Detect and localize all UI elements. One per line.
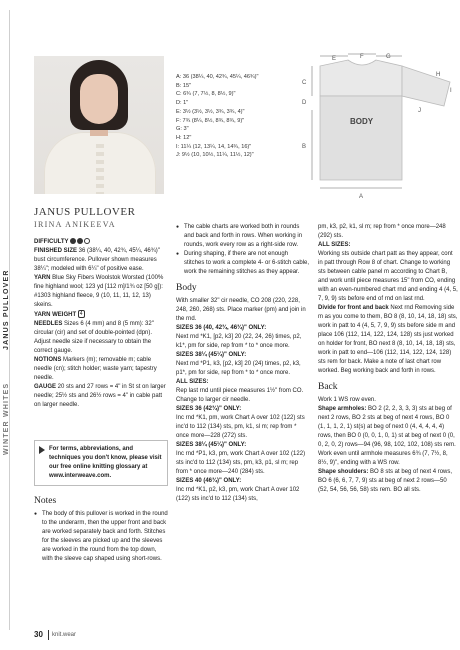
difficulty-dot-icon — [77, 238, 83, 244]
yarn-weight-badge: 4 — [79, 311, 83, 317]
back-heading: Back — [318, 382, 338, 392]
schematic-label: G — [386, 54, 391, 60]
page-number: 30 — [34, 630, 43, 639]
column-2: ● The cable charts are worked both in rounds and back and forth in rows. When working in rounds, work every row as a right-side row. ● During shaping, if there are not enough stitches to work a complete 4- or 6-stitch cable, work the remaining stitches as they appear. Body With smaller 32" cir needle, CO 208 (220, 228, 248, 260, 268) sts. Place marker (pm) and join in the rnd. SIZES 36 (40, 42¾, 46¾)" ONLY: Next rnd *K1, [p2, k3] 20 (22, 24, 26) times, p2, k1*, pm for side, rep from * to * once more. SIZES 38¼ (45¼)" ONLY: Next rnd *P1, k3, [p2, k3] 20 (24) times, p2, k3, p1*, pm for side, rep from * to * once more. ALL SIZES: Rep last rnd until piece measures 1½" from CO. Change to larger cir needle. SIZES 36 (42¾)" ONLY: Inc rnd *K1, pm, work Chart A over 102 (122) sts inc'd to 112 (134) sts, pm, k1, sl m; rep from * once more—228 (272) sts. SIZES 38¼ (45¼)" ONLY: Inc rnd *P1, k3, pm, work Chart A over 102 (122) sts inc'd to 112 (134) sts, pm, k3, p1, sl m; rep from * once more—240 (284) sts. SIZES 40 (46¾)" ONLY: Inc rnd *K1, p2, k3, pm, work Chart A over 102 (122) sts inc'd to 112 (134) sts, — [176, 223, 310, 504]
needles-info: NEEDLES Sizes 6 (4 mm) and 8 (5 mm): 32" circular (cir) and set of double-pointed (dpn). Adjust needle size if necessary to obtain the correct gauge. — [34, 321, 154, 354]
size-item: F: 7¾ (8¼, 8½, 8¾, 8¾, 9)" — [176, 117, 245, 124]
footer-divider — [48, 630, 49, 640]
armhole-instructions: Shape armholes: BO 2 (2, 2, 3, 3, 3) sts at beg of next 2 rows, BO 2 sts at beg of next 4 rows, BO 0 (1, 1, 1, 2, 1) st(s) at beg of next 0 (4, 4, 4, 4, 4) rows, then BO 0 (0, 0, 1, 0, 1) st at beg of next 0 (0, 0, 2, 0, 2) rows—94 (96, 98, 102, 102, 108) sts rem. Work even until armhole measures 6¾ (7, 7½, 8, 8½, 9)", ending with a WS row. — [318, 406, 456, 466]
pattern-title: JANUS PULLOVER — [34, 206, 136, 218]
notes-section — [34, 490, 168, 564]
magazine-name: knit.wear — [52, 632, 77, 638]
note-item: ● During shaping, if there are not enough stitches to work a complete 4- or 6-stitch cable, work the remaining stitches as they appear. — [176, 250, 310, 277]
size-item: D: 1" — [176, 100, 189, 107]
sidebar-pattern-name: JANUS PULLOVER — [3, 269, 10, 350]
sidebar-strip — [0, 0, 22, 650]
difficulty-dot-icon — [84, 238, 90, 244]
schematic-label: E — [332, 56, 337, 62]
notions-info: NOTIONS Markers (m); removable m; cable needle (cn); stitch holder; waste yarn; tapestry needle. — [34, 357, 157, 381]
difficulty-label: DIFFICULTY — [34, 239, 69, 245]
difficulty-line — [34, 238, 168, 247]
garment-schematic — [290, 52, 458, 202]
arrow-icon — [39, 446, 45, 454]
schematic-label: F — [360, 54, 364, 60]
size-item: E: 3½ (3½, 3½, 3¾, 3¾, 4)" — [176, 108, 245, 115]
size-item: C: 6¾ (7, 7½, 8, 8½, 9)" — [176, 91, 236, 98]
body-heading: Body — [176, 283, 197, 293]
schematic-label: A — [359, 194, 364, 200]
yarn-info: YARN Blue Sky Fibers Woolstok Worsted (100% fine highland wool; 123 yd [112 m]/1¾ oz [50 g]): #1303 highland fleece, 9 (10, 11, 11, 12, 13) skeins. — [34, 275, 164, 308]
size-item: J: 9½ (10, 10½, 11¼, 11½, 12)" — [176, 152, 254, 159]
column-1 — [34, 238, 168, 410]
note-item: ● The cable charts are worked both in rounds and back and forth in rows. When working in rounds, work every row as a right-side row. — [176, 223, 310, 250]
schematic-label: J — [418, 108, 421, 114]
schematic-label: I — [450, 88, 452, 94]
size-item: B: 15" — [176, 82, 192, 89]
size-item: H: 12" — [176, 134, 192, 141]
shoulder-instructions: Shape shoulders: BO 8 sts at beg of next 4 rows, BO 6 (6, 6, 7, 7, 9) sts at beg of next 2 rows—50 (52, 54, 56, 56, 58) sts rem. BO all sts. — [318, 469, 453, 493]
size-list — [176, 73, 296, 160]
notes-heading: Notes — [34, 496, 57, 506]
model-photo — [34, 56, 164, 194]
glossary-info-box: For terms, abbreviations, and techniques you don't know, please visit our free online knitting glossary at www.interweave.com. — [34, 440, 168, 486]
size-item: A: 36 (38¼, 40, 42¾, 45¼, 46¾)" — [176, 74, 259, 80]
column-3: pm, k3, p2, k1, sl m; rep from * once more—248 (292) sts. ALL SIZES: Working sts outside chart patt as they appear, cont in patt through Row 8 of chart. Change to working sts between cable panel m according to Chart B, and work until piece measures 15" from CO, ending with an even-numbered chart rnd and ending 4 (4, 5, 7, 9, 9) sts before end of rnd on last rnd. Divide for front and back Next rnd Removing side m as you come to them, BO 8 (8, 10, 14, 18, 18) sts, work in patt to 4 (4, 5, 7, 9, 9) sts before side m and place 106 (112, 114, 122, 124, 128) sts just worked on holder for front, BO next 8 (8, 10, 14, 18, 18) sts, work in patt to end—106 (112, 114, 122, 124, 128) sts rem for back. Make a note of last chart row worked. Beg working back and forth in rows. Back Work 1 WS row even. Shape armholes: BO 2 (2, 2, 3, 3, 3) sts at beg of next 2 rows, BO 2 sts at beg of next 4 rows, BO 0 (1, 1, 1, 2, 1) st(s) at beg of next 0 (4, 4, 4, 4, 4) rows, then BO 0 (0, 0, 1, 0, 1) st at beg of next 0 (0, 0, 2, 0, 2) rows—94 (96, 98, 102, 102, 108) sts rem. Work even until armhole measures 6¾ (7, 7½, 8, 8½, 9)", ending with a WS row. Shape shoulders: BO 8 sts at beg of next 4 rows, BO 6 (6, 6, 7, 7, 9) sts at beg of next 2 rows—50 (52, 54, 56, 56, 58) sts rem. BO all sts. — [318, 224, 458, 493]
sidebar-section-name: WINTER WHITES — [3, 382, 10, 455]
note-item: ● The body of this pullover is worked in the round to the underarm, then the upper front and back are worked separately back and forth. Stitches for the sleeves are picked up and the sleeves are worked in the round from the top down, with the sleeve cap shaped using short-rows. — [34, 510, 168, 564]
schematic-label: B — [302, 144, 307, 150]
size-item: I: 11¼ (12, 13¼, 14, 14¾, 16)" — [176, 143, 252, 150]
schematic-label: H — [436, 72, 441, 78]
finished-size: FINISHED SIZE 36 (38¼, 40, 42¾, 45¼, 46¾)" bust circumference. Pullover shown measures 38¼"; modeled with 6¼" of positive ease. — [34, 248, 160, 272]
divide-instructions: Divide for front and back Next rnd Removing side m as you come to them, BO 8 (8, 10, 14, 18, 18) sts, work in patt to 4 (4, 5, 7, 9, 9) sts before side m and place 106 (112, 114, 122, 124, 128) sts just worked on holder for front, BO next 8 (8, 10, 14, 18, 18) sts, work in patt to end—106 (112, 114, 122, 124, 128) sts rem for back. Make a note of last chart row worked. Beg working back and forth in rows. — [318, 305, 458, 374]
difficulty-dot-icon — [70, 238, 76, 244]
schematic-label: C — [302, 80, 307, 86]
cable-detail — [96, 144, 104, 194]
schematic-body-label: BODY — [350, 117, 374, 126]
size-item: G: 3" — [176, 126, 189, 133]
difficulty-rating — [70, 238, 91, 247]
face-shape — [80, 74, 118, 124]
schematic-label: D — [302, 100, 307, 106]
gauge-info: GAUGE 20 sts and 27 rows = 4" in St st on larger needle; 25½ sts and 26½ rows = 4" in cable patt on larger needle. — [34, 384, 166, 408]
designer-name: IRINA ANIKEEVA — [34, 220, 116, 229]
yarn-weight: YARN WEIGHT 4 — [34, 311, 83, 318]
